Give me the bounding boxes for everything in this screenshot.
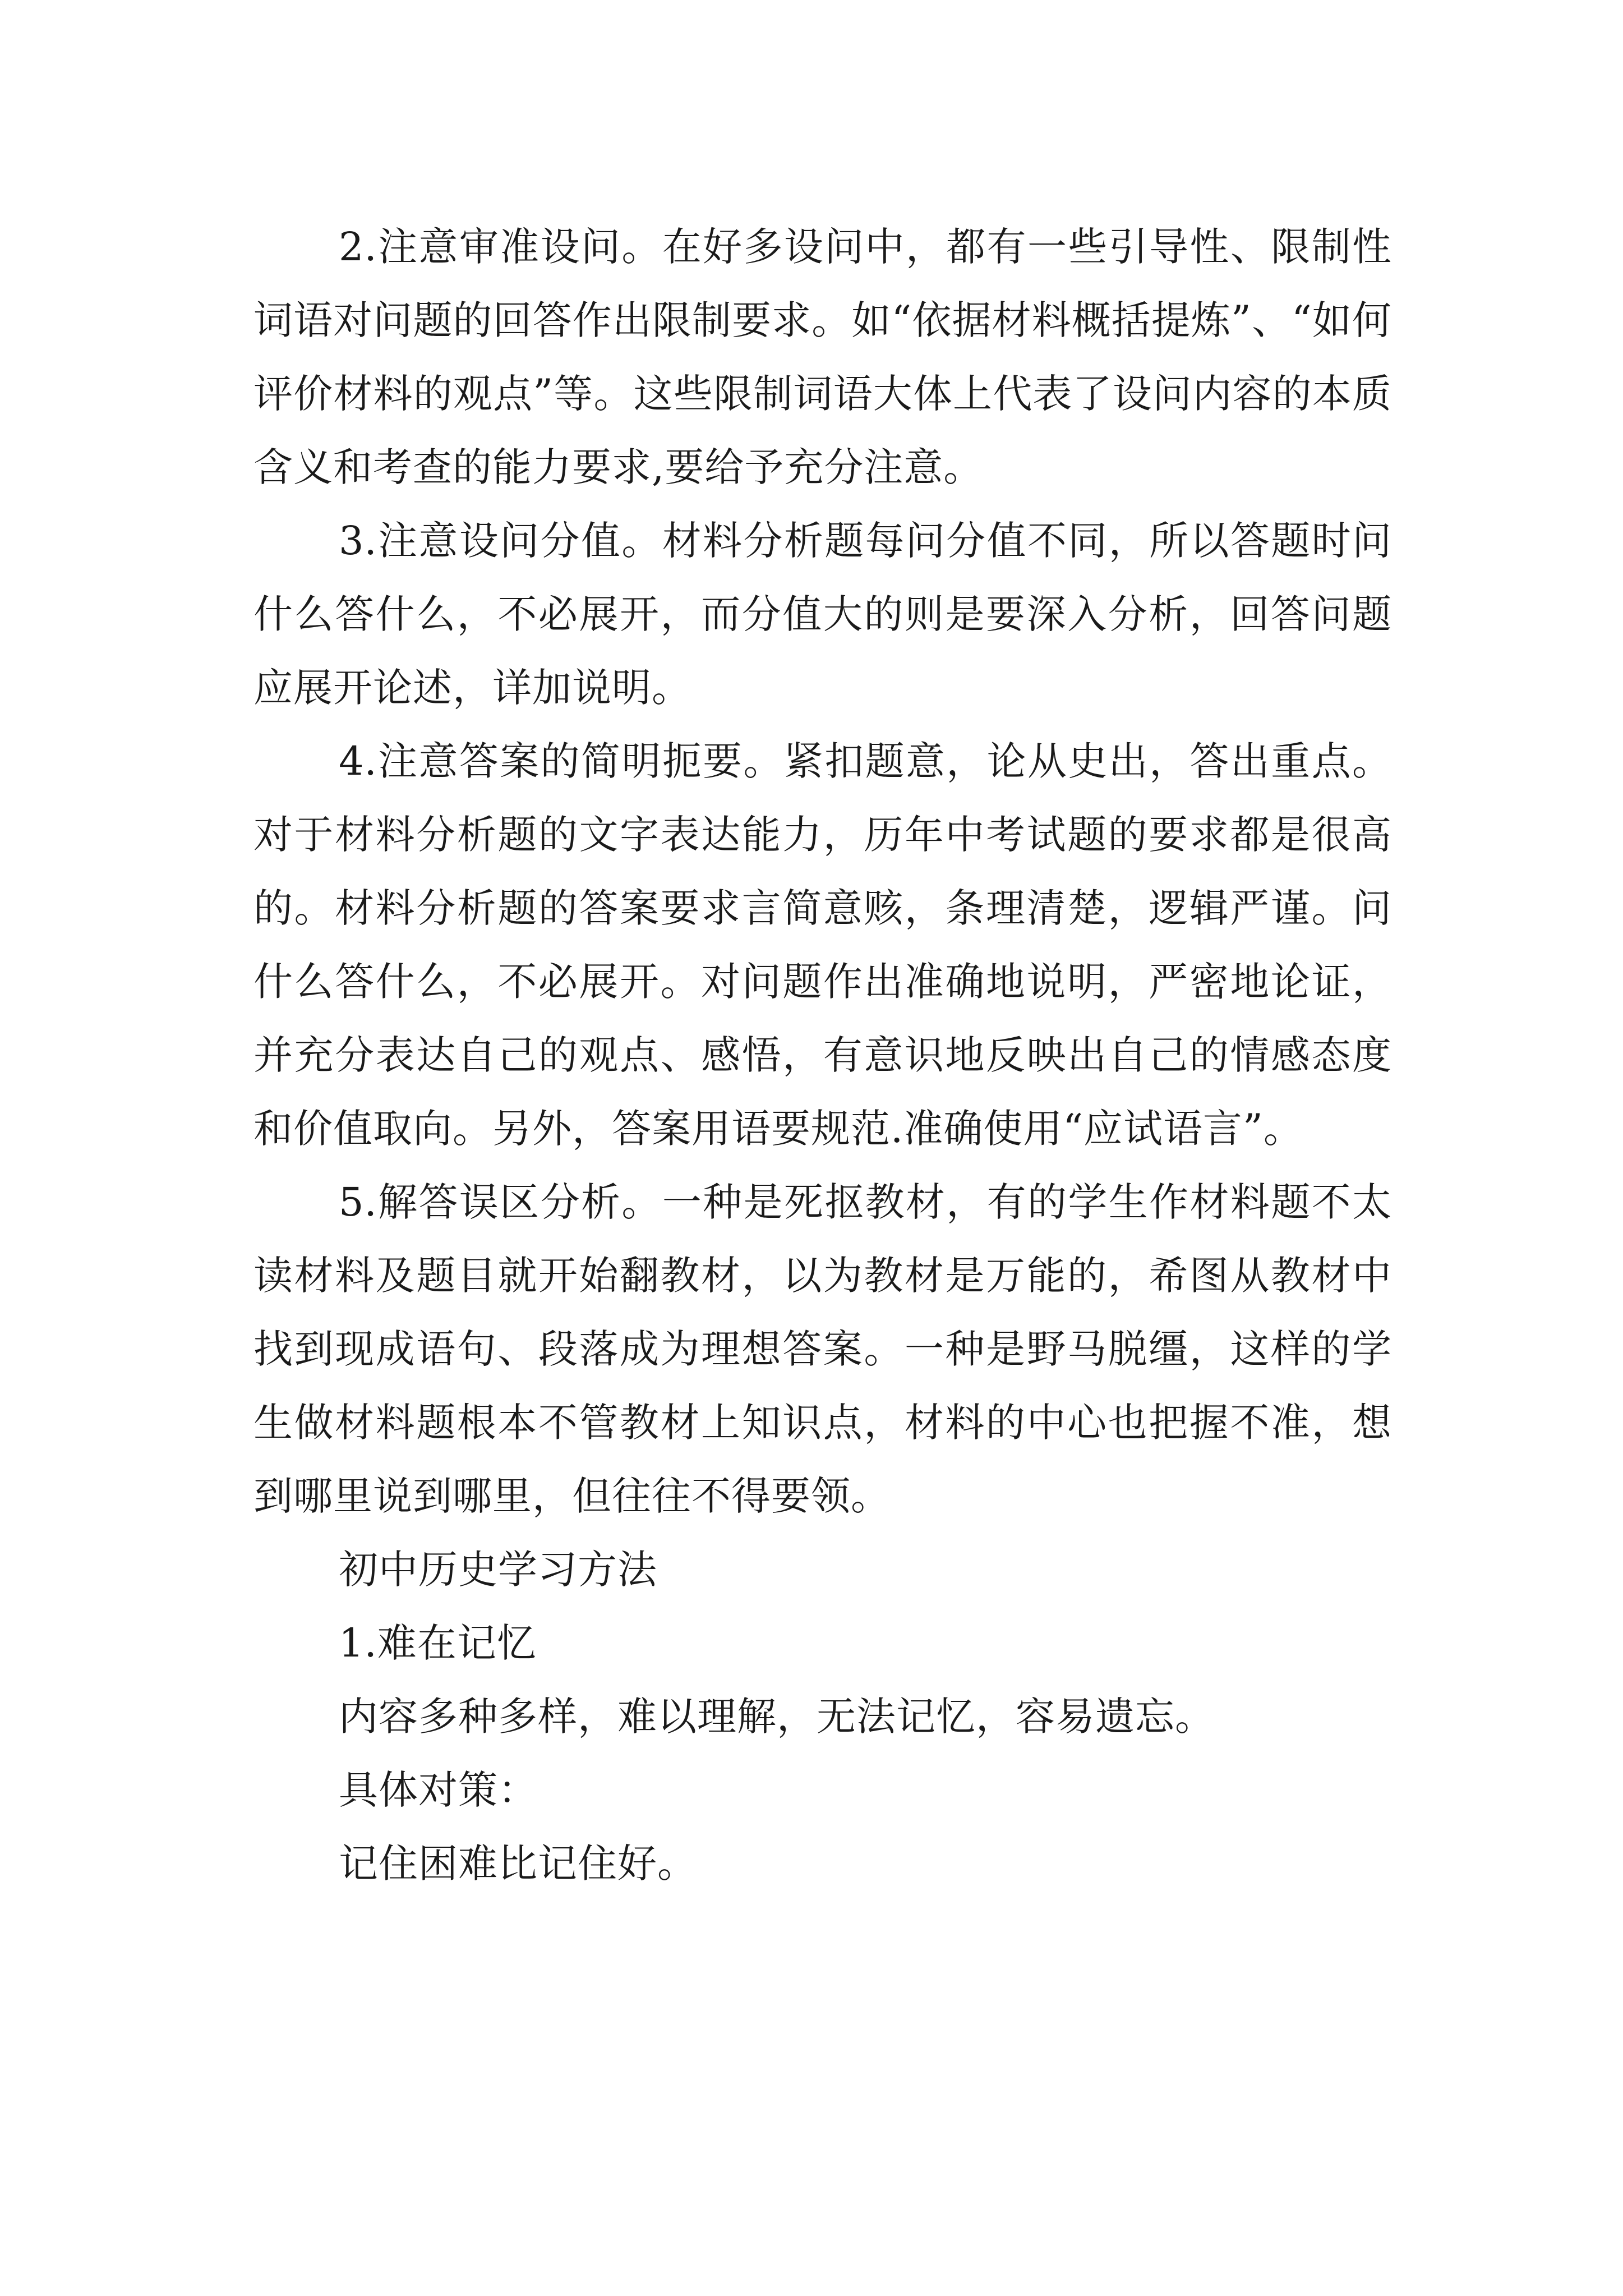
strategy-label: 具体对策： [339,1767,538,1813]
strategy-text: 记住困难比记住好。 [339,1841,697,1887]
subheading-memory: 1.难在记忆 [339,1620,537,1666]
paragraph-attention-question: 2.注意审准设问。在好多设问中，都有一些引导性、限制性词语对问题的回答作出限制要求。如“依据材料概括提炼”、“如何评价材料的观点”等。这些限制词语大体上代表了设问内容的本质含义和考查的能力要求,要给予充分注意。 [253,224,1392,490]
paragraph-attention-score: 3.注意设问分值。材料分析题每问分值不同，所以答题时问什么答什么，不必展开，而分值大的则是要深入分析，回答问题应展开论述，详加说明。 [253,518,1392,711]
section-heading: 初中历史学习方法 [339,1547,657,1593]
paragraph-attention-answer: 4.注意答案的简明扼要。紧扣题意，论从史出，答出重点。对于材料分析题的文字表达能力，历年中考试题的要求都是很高的。材料分析题的答案要求言简意赅，条理清楚，逻辑严谨。问什么答什么，不必展开。对问题作出准确地说明，严密地论证，并充分表达自己的观点、感悟，有意识地反映出自己的情感态度和价值取向。另外，答案用语要规范.准确使用“应试语言”。 [253,738,1392,1152]
document-body [253,210,1392,1901]
paragraph-error-analysis: 5.解答误区分析。一种是死抠教材，有的学生作材料题不太读材料及题目就开始翻教材，以为教材是万能的，希图从教材中找到现成语句、段落成为理想答案。一种是野马脱缰，这样的学生做材料题根本不管教材上知识点，材料的中心也把握不准，想到哪里说到哪里，但往往不得要领。 [253,1179,1392,1519]
memory-description: 内容多种多样，难以理解，无法记忆，容易遗忘。 [339,1694,1215,1740]
